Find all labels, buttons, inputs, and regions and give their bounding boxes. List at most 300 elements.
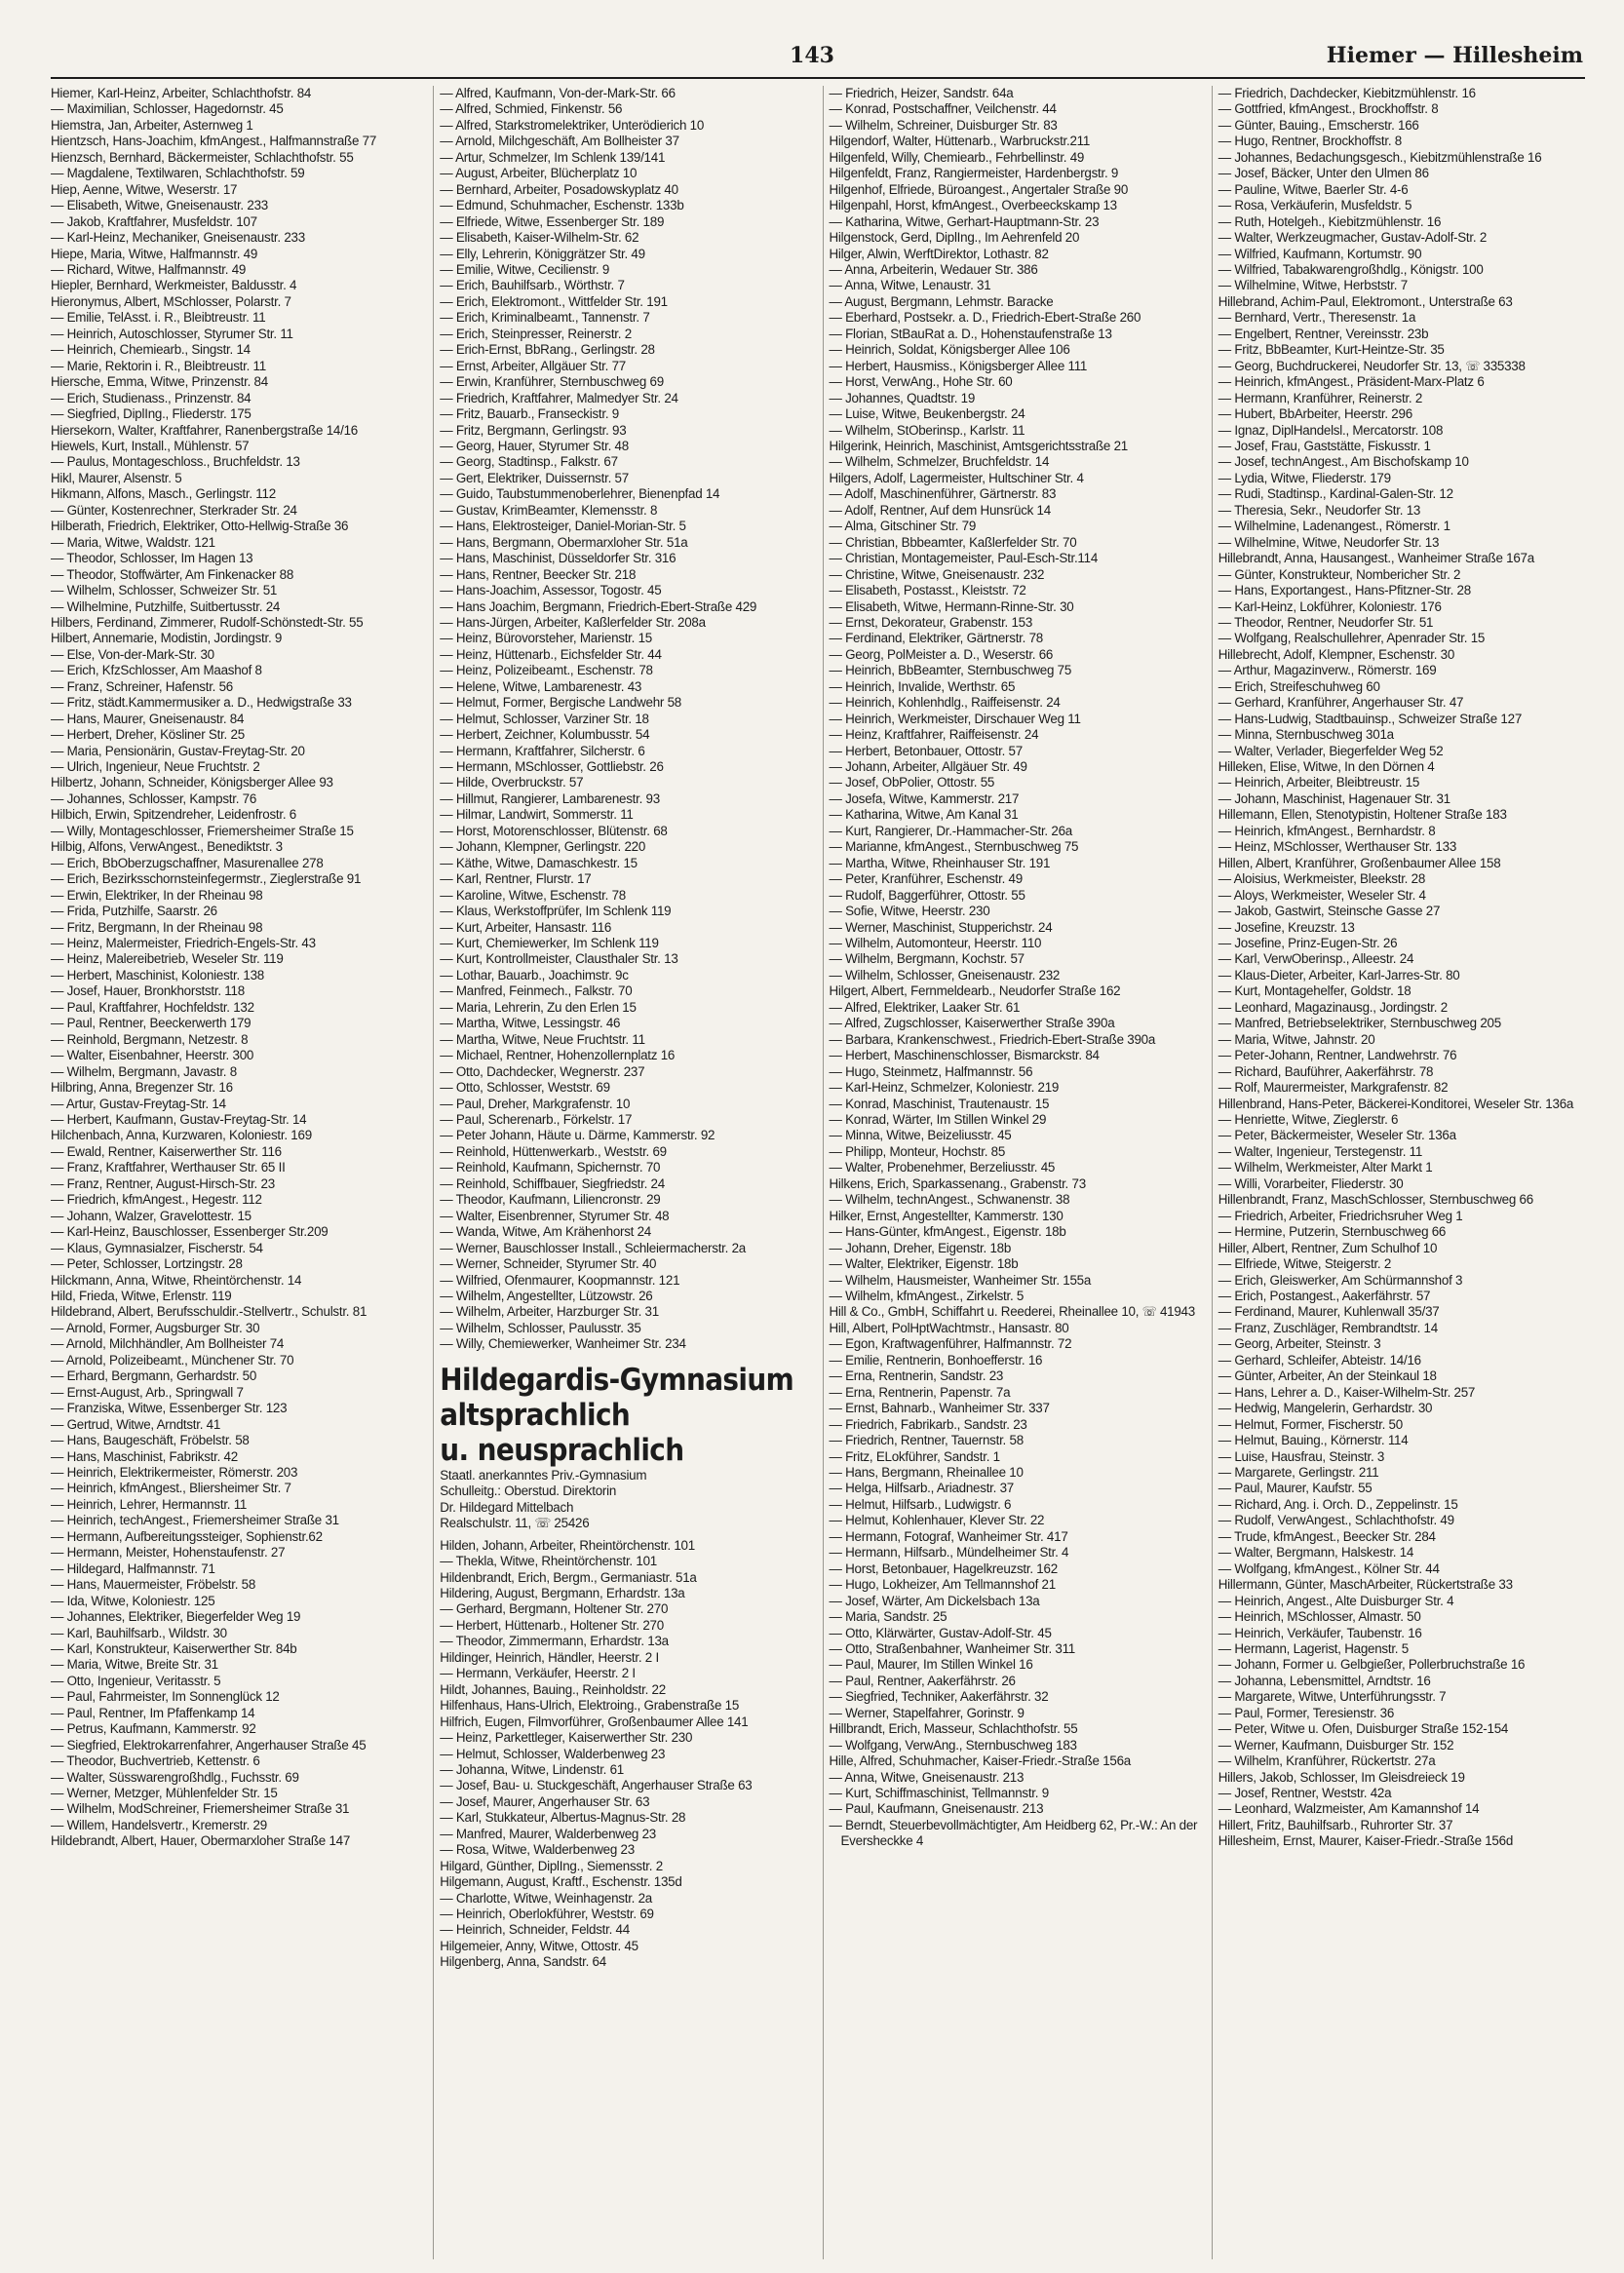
directory-entry: — Walter, Eisenbrenner, Styrumer Str. 48 (440, 1208, 670, 1223)
directory-entry: — Heinrich, Werkmeister, Dirschauer Weg 11 (829, 711, 1081, 726)
directory-entry: Hilkens, Erich, Sparkassenang., Grabenstr. 73 (829, 1175, 1086, 1191)
directory-entry: Hilgenpahl, Horst, kfmAngest., Overbeeckskamp 13 (829, 198, 1117, 213)
directory-entry: — Wilhelm, Bergmann, Javastr. 8 (51, 1063, 237, 1079)
directory-entry: — Theodor, Zimmermann, Erhardstr. 13a (440, 1634, 669, 1649)
directory-entry: — Erwin, Kranführer, Sternbuschweg 69 (440, 374, 664, 390)
directory-entry: — Friedrich, Kraftfahrer, Malmedyer Str. 24 (440, 390, 678, 405)
directory-entry: Hikl, Maurer, Alsenstr. 5 (51, 470, 182, 485)
directory-entry: Hillesheim, Ernst, Maurer, Kaiser-Friedr.-Straße 156d (1218, 1833, 1514, 1849)
directory-entry: — Friedrich, Arbeiter, Friedrichsruher Weg 1 (1218, 1208, 1463, 1223)
directory-entry: — Henriette, Witwe, Zieglerstr. 6 (1218, 1112, 1399, 1127)
directory-entry: — Arnold, Milchhändler, Am Bollheister 74 (51, 1336, 285, 1352)
directory-entry: — Heinz, Bürovorsteher, Marienstr. 15 (440, 631, 652, 646)
directory-entry: — Günter, Kostenrechner, Sterkrader Str. 24 (51, 502, 297, 518)
directory-entry: — Fritz, ELokführer, Sandstr. 1 (829, 1448, 1000, 1464)
directory-entry: — Paul, Maurer, Kaufstr. 55 (1218, 1481, 1373, 1496)
directory-entry: — Walter, Eisenbahner, Heerstr. 300 (51, 1048, 254, 1063)
page-number: 143 (790, 43, 834, 68)
directory-entry: — Elfriede, Witwe, Essenberger Str. 189 (440, 213, 665, 229)
directory-entry: — Konrad, Maschinist, Trautenaustr. 15 (829, 1096, 1050, 1111)
directory-entry: — Herbert, Maschinenschlosser, Bismarckstr. 84 (829, 1048, 1100, 1063)
directory-entry: — Siegfried, Elektrokarrenfahrer, Angerhauser Straße 45 (51, 1737, 367, 1753)
running-head: Hiemer — Hillesheim (1326, 43, 1583, 68)
directory-entry: Hillen, Albert, Kranführer, Großenbaumer Allee 158 (1218, 855, 1501, 870)
directory-entry: — Georg, Stadtinsp., Falkstr. 67 (440, 454, 618, 470)
directory-entry: — Wilhelmine, Witwe, Neudorfer Str. 13 (1218, 534, 1440, 550)
directory-entry: — Paul, Maurer, Im Stillen Winkel 16 (829, 1657, 1033, 1673)
directory-entry: — Leonhard, Magazinausg., Jordingstr. 2 (1218, 999, 1448, 1015)
directory-entry: — Hermine, Putzerin, Sternbuschweg 66 (1218, 1224, 1447, 1240)
directory-entry: — Florian, StBauRat a. D., Hohenstaufenstraße 13 (829, 326, 1112, 341)
directory-entry: Hillenbrandt, Franz, MaschSchlosser, Sternbuschweg 66 (1218, 1192, 1533, 1208)
directory-entry: — Erich, Streifeschuhweg 60 (1218, 678, 1380, 694)
directory-entry: — Hubert, BbArbeiter, Heerstr. 296 (1218, 406, 1412, 422)
directory-entry: — Martha, Witwe, Lessingstr. 46 (440, 1016, 621, 1031)
directory-entry: — Ignaz, DiplHandelsl., Mercatorstr. 108 (1218, 422, 1444, 438)
directory-entry: — Kurt, Kontrollmeister, Clausthaler Str. 13 (440, 951, 678, 967)
directory-entry: — Josef, Hauer, Bronkhorststr. 118 (51, 983, 245, 999)
directory-entry: — Wilhelm, Automonteur, Heerstr. 110 (829, 936, 1042, 951)
directory-entry: — Jakob, Kraftfahrer, Musfeldstr. 107 (51, 213, 257, 229)
directory-entry: — Werner, Metzger, Mühlenfelder Str. 15 (51, 1786, 278, 1801)
directory-entry: — Helmut, Hilfsarb., Ludwigstr. 6 (829, 1496, 1012, 1512)
directory-entry: — Johannes, Quadtstr. 19 (829, 390, 976, 405)
directory-entry: — Heinrich, Angest., Alte Duisburger Str. 4 (1218, 1593, 1454, 1608)
directory-entry: Hienzsch, Bernhard, Bäckermeister, Schlachthofstr. 55 (51, 149, 354, 165)
directory-entry: — Lydia, Witwe, Fliederstr. 179 (1218, 470, 1391, 485)
directory-columns (51, 86, 1589, 2259)
directory-entry: — Paulus, Montageschloss., Bruchfeldstr. 13 (51, 454, 300, 470)
directory-entry: — Günter, Bauing., Emscherstr. 166 (1218, 117, 1419, 133)
directory-entry: Hilbertz, Johann, Schneider, Königsberger Allee 93 (51, 775, 333, 790)
directory-entry: Hilgard, Günther, DiplIng., Siemensstr. 2 (440, 1858, 663, 1873)
directory-entry: — Hermann, Aufbereitungssteiger, Sophienstr.62 (51, 1528, 323, 1544)
directory-entry: — Hedwig, Mangelerin, Gerhardstr. 30 (1218, 1401, 1433, 1416)
directory-entry: — Barbara, Krankenschwest., Friedrich-Ebert-Straße 390a (829, 1031, 1156, 1047)
directory-entry: — Helmut, Schlosser, Varziner Str. 18 (440, 711, 649, 726)
directory-entry: Hiersekorn, Walter, Kraftfahrer, Ranenbergstraße 14/16 (51, 422, 358, 438)
directory-entry: — Peter, Witwe u. Ofen, Duisburger Straße 152-154 (1218, 1721, 1509, 1737)
directory-entry: — Karl-Heinz, Bauschlosser, Essenberger Str.209 (51, 1224, 329, 1240)
directory-entry: — Heinz, Polizeibeamt., Eschenstr. 78 (440, 663, 653, 678)
directory-entry: — Helmut, Former, Bergische Landwehr 58 (440, 695, 682, 711)
directory-entry: — Hans, Bergmann, Obermarxloher Str. 51a (440, 534, 688, 550)
directory-entry: Hiersche, Emma, Witwe, Prinzenstr. 84 (51, 374, 268, 390)
directory-entry: — Wilhelmine, Ladenangest., Römerstr. 1 (1218, 519, 1450, 534)
directory-entry: Hiemstra, Jan, Arbeiter, Asternweg 1 (51, 117, 253, 133)
directory-entry: — Friedrich, Heizer, Sandstr. 64a (829, 86, 1014, 100)
directory-entry: — Richard, Ang. i. Orch. D., Zeppelinstr. 15 (1218, 1496, 1458, 1512)
directory-entry: Hilger, Alwin, WerftDirektor, Lothastr. 82 (829, 246, 1049, 261)
directory-entry: — Herbert, Dreher, Kösliner Str. 25 (51, 727, 245, 743)
directory-entry: Hilgert, Albert, Fernmeldearb., Neudorfer Straße 162 (829, 983, 1121, 999)
directory-entry: — Heinrich, Soldat, Königsberger Allee 106 (829, 342, 1070, 358)
directory-entry: Hilfenhaus, Hans-Ulrich, Elektroing., Grabenstraße 15 (440, 1698, 740, 1714)
directory-entry: — Heinz, Parkettleger, Kaiserwerther Str. 230 (440, 1730, 693, 1746)
directory-entry: — Gottfried, kfmAngest., Brockhoffstr. 8 (1218, 101, 1439, 117)
directory-entry: Hilchenbach, Anna, Kurzwaren, Koloniestr. 169 (51, 1128, 312, 1143)
directory-entry: — Hugo, Steinmetz, Halfmannstr. 56 (829, 1063, 1033, 1079)
advert-body-line-1: Staatl. anerkanntes Priv.-Gymnasium (440, 1467, 647, 1483)
directory-entry: — Luise, Witwe, Beukenbergstr. 24 (829, 406, 1025, 422)
directory-entry: — Hans, Elektrosteiger, Daniel-Morian-Str. 5 (440, 519, 686, 534)
directory-entry: — Reinhold, Hüttenwerkarb., Weststr. 69 (440, 1143, 667, 1159)
directory-entry: — Hermann, Kranführer, Reinerstr. 2 (1218, 390, 1423, 405)
directory-entry: — Hermann, Kraftfahrer, Silcherstr. 6 (440, 743, 645, 758)
directory-entry: Hiller, Albert, Rentner, Zum Schulhof 10 (1218, 1240, 1438, 1255)
directory-entry: — Herbert, Betonbauer, Ottostr. 57 (829, 743, 1023, 758)
directory-entry: — Aloisius, Werkmeister, Bleekstr. 28 (1218, 871, 1426, 887)
directory-entry: — Wilhelm, Schreiner, Duisburger Str. 83 (829, 117, 1058, 133)
directory-entry: — Gerhard, Bergmann, Holtener Str. 270 (440, 1601, 669, 1617)
directory-entry: — Johann, Former u. Gelbgießer, Pollerbruchstraße 16 (1218, 1657, 1526, 1673)
directory-entry: — Sofie, Witwe, Heerstr. 230 (829, 904, 990, 919)
directory-entry: Hilgemeier, Anny, Witwe, Ottostr. 45 (440, 1938, 638, 1953)
directory-entry: — Hugo, Lokheizer, Am Tellmannshof 21 (829, 1577, 1056, 1593)
directory-entry: — Heinrich, Oberlokführer, Weststr. 69 (440, 1907, 654, 1922)
directory-entry: — Maria, Witwe, Breite Str. 31 (51, 1657, 218, 1673)
directory-entry: — Hans-Günter, kfmAngest., Eigenstr. 18b (829, 1224, 1066, 1240)
directory-entry: Hillbrandt, Erich, Masseur, Schlachthofstr. 55 (829, 1721, 1078, 1737)
directory-entry: — Klaus, Gymnasialzer, Fischerstr. 54 (51, 1240, 263, 1255)
directory-entry: — Konrad, Wärter, Im Stillen Winkel 29 (829, 1112, 1047, 1127)
directory-entry: — Theodor, Schlosser, Im Hagen 13 (51, 551, 253, 566)
directory-entry: — Johann, Walzer, Gravelottestr. 15 (51, 1208, 251, 1223)
directory-entry: — Wilhelmine, Witwe, Herbststr. 7 (1218, 278, 1408, 293)
directory-entry: — Arnold, Former, Augsburger Str. 30 (51, 1320, 260, 1335)
directory-entry: Hiepe, Maria, Witwe, Halfmannstr. 49 (51, 246, 258, 261)
directory-entry: — Josef, Frau, Gaststätte, Fiskusstr. 1 (1218, 438, 1431, 453)
directory-entry: — Heinrich, Elektrikermeister, Römerstr. 203 (51, 1464, 298, 1480)
directory-entry: — Günter, Arbeiter, An der Steinkaul 18 (1218, 1368, 1437, 1384)
directory-entry: — Franz, Zuschläger, Rembrandtstr. 14 (1218, 1320, 1438, 1335)
directory-entry: Hilgenhof, Elfriede, Büroangest., Angertaler Straße 90 (829, 181, 1129, 197)
directory-entry: — Theodor, Rentner, Neudorfer Str. 51 (1218, 614, 1434, 630)
directory-entry: — Josefine, Prinz-Eugen-Str. 26 (1218, 936, 1398, 951)
directory-entry: — Horst, Betonbauer, Hagelkreuzstr. 162 (829, 1560, 1058, 1576)
directory-entry: — Horst, VerwAng., Hohe Str. 60 (829, 374, 1013, 390)
directory-entry: — Berndt, Steuerbevollmächtigter, Am Heidberg 62, Pr.-W.: An der Eversheckke 4 (829, 1817, 1198, 1849)
directory-entry: — Wolfgang, kfmAngest., Kölner Str. 44 (1218, 1560, 1440, 1576)
directory-entry: — Marie, Rektorin i. R., Bleibtreustr. 11 (51, 358, 266, 373)
directory-entry: — Thekla, Witwe, Rheintörchenstr. 101 (440, 1554, 657, 1569)
directory-entry: — Hans, Rentner, Beecker Str. 218 (440, 566, 637, 582)
directory-entry: — Gustav, KrimBeamter, Klemensstr. 8 (440, 502, 658, 518)
directory-entry: — Klaus, Werkstoffprüfer, Im Schlenk 119 (440, 904, 672, 919)
directory-entry: — Herbert, Maschinist, Koloniestr. 138 (51, 967, 264, 982)
directory-entry: — Josef, Maurer, Angerhauser Str. 63 (440, 1793, 650, 1809)
advert-title-line-3: u. neusprachlich (440, 1432, 684, 1468)
directory-entry: — Karl, Stukkateur, Albertus-Magnus-Str. 28 (440, 1810, 686, 1826)
directory-entry: — Erich, KfzSchlosser, Am Maashof 8 (51, 663, 262, 678)
directory-entry: — Friedrich, Rentner, Tauernstr. 58 (829, 1433, 1024, 1448)
directory-entry: — Emilie, TelAsst. i. R., Bleibtreustr. 11 (51, 310, 266, 326)
directory-entry: — Michael, Rentner, Hohenzollernplatz 16 (440, 1048, 676, 1063)
directory-entry: — Bernhard, Arbeiter, Posadowskyplatz 40 (440, 181, 678, 197)
directory-entry: — Erich, Bauhilfsarb., Wörthstr. 7 (440, 278, 625, 293)
directory-entry: Hiepler, Bernhard, Werkmeister, Baldusstr. 4 (51, 278, 297, 293)
directory-entry: Hildenbrandt, Erich, Bergm., Germaniastr. 51a (440, 1569, 697, 1585)
directory-entry: — Arnold, Polizeibeamt., Münchener Str. 70 (51, 1352, 294, 1368)
directory-entry: — Helmut, Schlosser, Walderbenweg 23 (440, 1746, 666, 1761)
directory-entry: — Luise, Hausfrau, Steinstr. 3 (1218, 1448, 1385, 1464)
directory-entry: — Paul, Dreher, Markgrafenstr. 10 (440, 1096, 631, 1111)
directory-entry: — Wilhelmine, Putzhilfe, Suitbertusstr. 24 (51, 598, 281, 614)
directory-entry: — Wilhelm, Schlosser, Paulusstr. 35 (440, 1320, 641, 1335)
directory-entry: — Friedrich, kfmAngest., Hegestr. 112 (51, 1192, 262, 1208)
directory-entry: — Karoline, Witwe, Eschenstr. 78 (440, 887, 626, 903)
directory-entry: — Helmut, Bauing., Körnerstr. 114 (1218, 1433, 1409, 1448)
directory-entry: Hillemann, Ellen, Stenotypistin, Holtener Straße 183 (1218, 807, 1507, 823)
directory-entry: — Willy, Chemiewerker, Wanheimer Str. 234 (440, 1336, 686, 1352)
directory-entry: — Hans-Joachim, Assessor, Togostr. 45 (440, 583, 662, 598)
directory-entry: Hildebrand, Albert, Berufsschuldir.-Stellvertr., Schulstr. 81 (51, 1304, 367, 1320)
directory-entry: — Hildegard, Halfmannstr. 71 (51, 1560, 215, 1576)
directory-entry: — Josefine, Kreuzstr. 13 (1218, 919, 1355, 935)
directory-entry: — Peter Johann, Häute u. Därme, Kammerstr. 92 (440, 1128, 715, 1143)
directory-entry: — Wolfgang, VerwAng., Sternbuschweg 183 (829, 1737, 1077, 1753)
directory-entry: — Hermann, Fotograf, Wanheimer Str. 417 (829, 1528, 1068, 1544)
directory-entry: — Artur, Gustav-Freytag-Str. 14 (51, 1096, 226, 1111)
directory-entry: Hilgerink, Heinrich, Maschinist, Amtsgerichtsstraße 21 (829, 438, 1128, 453)
directory-entry: — Kurt, Schiffmaschinist, Tellmannstr. 9 (829, 1786, 1049, 1801)
directory-entry: Hill & Co., GmbH, Schiffahrt u. Reederei, Rheinallee 10, ☏ 41943 (829, 1304, 1195, 1320)
directory-entry: — Johannes, Elektriker, Biegerfelder Weg 19 (51, 1609, 301, 1625)
directory-entry: — Erich, Gleiswerker, Am Schürmannshof 3 (1218, 1272, 1463, 1288)
directory-entry: — Peter, Schlosser, Lortzingstr. 28 (51, 1256, 243, 1272)
directory-entry: — Ernst-August, Arb., Springwall 7 (51, 1384, 244, 1400)
directory-entry: — Karl-Heinz, Lokführer, Koloniestr. 176 (1218, 598, 1442, 614)
directory-entry: — Konrad, Postschaffner, Veilchenstr. 44 (829, 101, 1057, 117)
directory-entry: — Heinrich, BbBeamter, Sternbuschweg 75 (829, 663, 1072, 678)
directory-entry: — Wilhelm, Schlosser, Schweizer Str. 51 (51, 583, 278, 598)
directory-entry: — Fritz, BbBeamter, Kurt-Heintze-Str. 35 (1218, 342, 1445, 358)
directory-entry: — Georg, Hauer, Styrumer Str. 48 (440, 438, 629, 453)
directory-entry: — Josef, Wärter, Am Dickelsbach 13a (829, 1593, 1040, 1608)
column-2-entries-top (440, 86, 810, 1353)
directory-entry: — Elly, Lehrerin, Königgrätzer Str. 49 (440, 246, 645, 261)
directory-entry: — Kurt, Rangierer, Dr.-Hammacher-Str. 26a (829, 823, 1072, 838)
directory-entry: Hildt, Johannes, Bauing., Reinholdstr. 22 (440, 1681, 666, 1697)
directory-entry: — Charlotte, Witwe, Weinhagenstr. 2a (440, 1890, 653, 1906)
directory-entry: — Jakob, Gastwirt, Steinsche Gasse 27 (1218, 904, 1441, 919)
directory-entry: — Heinrich, Schneider, Feldstr. 44 (440, 1922, 630, 1938)
directory-entry: — Theresia, Sekr., Neudorfer Str. 13 (1218, 502, 1421, 518)
directory-entry: Hilbig, Alfons, VerwAngest., Benediktstr. 3 (51, 839, 283, 855)
directory-entry: — Adolf, Rentner, Auf dem Hunsrück 14 (829, 502, 1051, 518)
directory-entry: — Katharina, Witwe, Am Kanal 31 (829, 807, 1019, 823)
directory-entry: — Arthur, Magazinverw., Römerstr. 169 (1218, 663, 1437, 678)
directory-entry: — Herbert, Kaufmann, Gustav-Freytag-Str. 14 (51, 1112, 307, 1127)
directory-entry: Hilgemann, August, Kraftf., Eschenstr. 135d (440, 1874, 682, 1890)
directory-entry: Hillenbrand, Hans-Peter, Bäckerei-Konditorei, Weseler Str. 136a (1218, 1096, 1574, 1111)
directory-entry: — Hans, Bergmann, Rheinallee 10 (829, 1464, 1024, 1480)
directory-entry: Hilgenfeld, Willy, Chemiearb., Fehrbellinstr. 49 (829, 149, 1085, 165)
directory-entry: — Hans, Exportangest., Hans-Pfitzner-Str. 28 (1218, 583, 1471, 598)
directory-entry: — Anna, Witwe, Lenaustr. 31 (829, 278, 991, 293)
directory-entry: — Erich, Elektromont., Wittfelder Str. 191 (440, 293, 668, 309)
directory-entry: — Heinz, MSchlosser, Werthauser Str. 133 (1218, 839, 1457, 855)
directory-entry: — Edmund, Schuhmacher, Eschenstr. 133b (440, 198, 684, 213)
directory-entry: — Alma, Gitschiner Str. 79 (829, 519, 977, 534)
directory-entry: Hillebrandt, Anna, Hausangest., Wanheimer Straße 167a (1218, 551, 1534, 566)
directory-entry: — Hermann, Lagerist, Hagenstr. 5 (1218, 1640, 1409, 1656)
directory-entry: — Wilhelm, Kranführer, Rückertstr. 27a (1218, 1753, 1436, 1769)
directory-entry: — Hermann, Verkäufer, Heerstr. 2 I (440, 1666, 636, 1681)
directory-entry: — Aloys, Werkmeister, Weseler Str. 4 (1218, 887, 1426, 903)
directory-entry: — Christine, Witwe, Gneisenaustr. 232 (829, 566, 1045, 582)
directory-entry: — Karl, Rentner, Flurstr. 17 (440, 871, 592, 887)
directory-entry: — Werner, Schneider, Styrumer Str. 40 (440, 1256, 657, 1272)
directory-entry: — Georg, Arbeiter, Steinstr. 3 (1218, 1336, 1381, 1352)
directory-entry: Hilfrich, Eugen, Filmvorführer, Großenbaumer Allee 141 (440, 1714, 749, 1729)
directory-entry: — Wilhelm, StOberinsp., Karlstr. 11 (829, 422, 1025, 438)
directory-entry: — Minna, Witwe, Beizeliusstr. 45 (829, 1128, 1012, 1143)
directory-entry: Hildering, August, Bergmann, Erhardstr. 13a (440, 1585, 685, 1600)
column-2 (433, 86, 810, 2259)
directory-entry: — Ernst, Dekorateur, Grabenstr. 153 (829, 614, 1033, 630)
directory-entry: — Siegfried, Techniker, Aakerfährstr. 32 (829, 1689, 1049, 1705)
advert-title-line-1: Hildegardis-Gymnasium (440, 1362, 794, 1398)
directory-entry: — Helmut, Kohlenhauer, Klever Str. 22 (829, 1513, 1045, 1528)
directory-entry: — Adolf, Maschinenführer, Gärtnerstr. 83 (829, 486, 1057, 502)
directory-entry: — Ida, Witwe, Koloniestr. 125 (51, 1593, 215, 1608)
directory-entry: — Käthe, Witwe, Damaschkestr. 15 (440, 855, 638, 870)
directory-entry: — Engelbert, Rentner, Vereinsstr. 23b (1218, 326, 1429, 341)
directory-entry: — August, Bergmann, Lehmstr. Baracke (829, 293, 1054, 309)
directory-entry: — Heinz, Hüttenarb., Eichsfelder Str. 44 (440, 646, 662, 662)
directory-entry: Hillert, Fritz, Bauhilfsarb., Ruhrorter Str. 37 (1218, 1817, 1453, 1832)
directory-entry: — Hans, Maschinist, Düsseldorfer Str. 316 (440, 551, 677, 566)
directory-entry: — Johann, Maschinist, Hagenauer Str. 31 (1218, 790, 1450, 806)
directory-entry: — Paul, Scherenarb., Förkelstr. 17 (440, 1112, 633, 1127)
directory-entry: — Friedrich, Fabrikarb., Sandstr. 23 (829, 1416, 1027, 1432)
directory-entry: — Rudolf, Baggerführer, Ottostr. 55 (829, 887, 1025, 903)
directory-entry: — Paul, Rentner, Im Pfaffenkamp 14 (51, 1705, 255, 1720)
directory-entry: Hilberath, Friedrich, Elektriker, Otto-Hellwig-Straße 36 (51, 519, 349, 534)
directory-entry: — Wolfgang, Realschullehrer, Apenrader Str. 15 (1218, 631, 1486, 646)
directory-entry: — Walter, Süsswarengroßhdlg., Fuchsstr. 69 (51, 1769, 299, 1785)
directory-entry: — Wilhelm, Angestellter, Lützowstr. 26 (440, 1288, 653, 1303)
directory-entry: — Hilde, Overbruckstr. 57 (440, 775, 584, 790)
directory-entry: — Erhard, Bergmann, Gerhardstr. 50 (51, 1368, 257, 1384)
directory-entry: — Artur, Schmelzer, Im Schlenk 139/141 (440, 149, 666, 165)
directory-entry: — Wilhelm, Werkmeister, Alter Markt 1 (1218, 1160, 1433, 1175)
directory-entry: — Peter-Johann, Rentner, Landwehrstr. 76 (1218, 1048, 1457, 1063)
directory-entry: — Ferdinand, Elektriker, Gärtnerstr. 78 (829, 631, 1043, 646)
directory-entry: — Wilhelm, Hausmeister, Wanheimer Str. 155a (829, 1272, 1092, 1288)
directory-entry: — Erich-Ernst, BbRang., Gerlingstr. 28 (440, 342, 655, 358)
directory-entry: — Erich, Postangest., Aakerfährstr. 57 (1218, 1288, 1431, 1303)
directory-entry: — Rolf, Maurermeister, Markgrafenstr. 82 (1218, 1080, 1449, 1096)
directory-entry: — Johann, Klempner, Gerlingstr. 220 (440, 839, 646, 855)
directory-entry: — Kurt, Arbeiter, Hansastr. 116 (440, 919, 612, 935)
directory-entry: — Maximilian, Schlosser, Hagedornstr. 45 (51, 101, 284, 117)
directory-entry: — Margarete, Gerlingstr. 211 (1218, 1464, 1379, 1480)
directory-entry: Hille, Alfred, Schuhmacher, Kaiser-Friedr.-Straße 156a (829, 1753, 1132, 1769)
directory-entry: — Karl-Heinz, Schmelzer, Koloniestr. 219 (829, 1080, 1060, 1096)
directory-entry: — Ernst, Bahnarb., Wanheimer Str. 337 (829, 1401, 1050, 1416)
directory-entry: — Fritz, Bergmann, Gerlingstr. 93 (440, 422, 627, 438)
directory-entry: — Hans, Maschinist, Fabrikstr. 42 (51, 1448, 238, 1464)
directory-entry: — Rudi, Stadtinsp., Kardinal-Galen-Str. 12 (1218, 486, 1453, 502)
directory-entry: — Alfred, Starkstromelektriker, Unterödierich 10 (440, 117, 705, 133)
directory-entry: — Werner, Maschinist, Stupperichstr. 24 (829, 919, 1053, 935)
column-4 (1212, 86, 1589, 2259)
directory-entry: Hilbich, Erwin, Spitzendreher, Leidenfrostr. 6 (51, 807, 296, 823)
directory-entry: — Rosa, Witwe, Walderbenweg 23 (440, 1842, 635, 1858)
directory-entry: — Wilhelm, Schmelzer, Bruchfeldstr. 14 (829, 454, 1050, 470)
directory-entry: — Josef, technAngest., Am Bischofskamp 10 (1218, 454, 1469, 470)
directory-entry: — Minna, Sternbuschweg 301a (1218, 727, 1394, 743)
directory-entry: — Otto, Straßenbahner, Wanheimer Str. 311 (829, 1640, 1075, 1656)
directory-entry: — Martha, Witwe, Rheinhauser Str. 191 (829, 855, 1051, 870)
directory-entry: — Heinrich, kfmAngest., Bliersheimer Str. 7 (51, 1481, 291, 1496)
directory-entry: — Gerhard, Kranführer, Angerhauser Str. 47 (1218, 695, 1464, 711)
directory-entry: — Johann, Arbeiter, Allgäuer Str. 49 (829, 759, 1027, 775)
directory-entry: — Magdalene, Textilwaren, Schlachthofstr. 59 (51, 166, 305, 181)
directory-entry: Hild, Frieda, Witwe, Erlenstr. 119 (51, 1288, 232, 1303)
directory-entry: — Margarete, Witwe, Unterführungsstr. 7 (1218, 1689, 1447, 1705)
directory-entry: — Franz, Schreiner, Hafenstr. 56 (51, 678, 233, 694)
directory-entry: Hilbert, Annemarie, Modistin, Jordingstr. 9 (51, 631, 283, 646)
directory-entry: — Trude, kfmAngest., Beecker Str. 284 (1218, 1528, 1436, 1544)
directory-entry: — Johanna, Lebensmittel, Arndtstr. 16 (1218, 1673, 1431, 1688)
directory-entry: — Reinhold, Kaufmann, Spichernstr. 70 (440, 1160, 661, 1175)
directory-entry: — Hermann, Hilfsarb., Mündelheimer Str. 4 (829, 1545, 1069, 1560)
directory-entry: — Hans, Baugeschäft, Fröbelstr. 58 (51, 1433, 250, 1448)
directory-entry: Hiep, Aenne, Witwe, Weserstr. 17 (51, 181, 238, 197)
directory-entry: — Karl, Konstrukteur, Kaiserwerther Str. 84b (51, 1640, 297, 1656)
directory-entry: — Fritz, Bergmann, In der Rheinau 98 (51, 919, 263, 935)
directory-entry: — Guido, Taubstummenoberlehrer, Bienenpfad 14 (440, 486, 720, 502)
directory-entry: — Walter, Verlader, Biegerfelder Weg 52 (1218, 743, 1444, 758)
directory-entry: — Richard, Bauführer, Aakerfährstr. 78 (1218, 1063, 1434, 1079)
directory-entry: — Heinz, Malermeister, Friedrich-Engels-Str. 43 (51, 936, 316, 951)
directory-entry: — Else, Von-der-Mark-Str. 30 (51, 646, 214, 662)
directory-entry: — Heinrich, Verkäufer, Taubenstr. 16 (1218, 1625, 1422, 1640)
directory-entry: — Werner, Kaufmann, Duisburger Str. 152 (1218, 1737, 1454, 1753)
directory-entry: — Heinrich, Lehrer, Hermannstr. 11 (51, 1496, 248, 1512)
directory-entry: Hilckmann, Anna, Witwe, Rheintörchenstr. 14 (51, 1272, 302, 1288)
directory-entry: — Hugo, Rentner, Brockhoffstr. 8 (1218, 134, 1402, 149)
directory-entry: — Horst, Motorenschlosser, Blütenstr. 68 (440, 823, 668, 838)
directory-entry: — Franz, Kraftfahrer, Werthauser Str. 65 II (51, 1160, 286, 1175)
directory-entry: — Willi, Vorarbeiter, Fliederstr. 30 (1218, 1175, 1404, 1191)
directory-entry: — Anna, Witwe, Gneisenaustr. 213 (829, 1769, 1025, 1785)
directory-entry: — Walter, Ingenieur, Terstegenstr. 11 (1218, 1143, 1423, 1159)
directory-entry: — Frida, Putzhilfe, Saarstr. 26 (51, 904, 217, 919)
directory-entry: — Wilhelm, kfmAngest., Zirkelstr. 5 (829, 1288, 1025, 1303)
directory-entry: — Hans, Lehrer a. D., Kaiser-Wilhelm-Str. 257 (1218, 1384, 1476, 1400)
directory-entry: — Manfred, Feinmech., Falkstr. 70 (440, 983, 633, 999)
directory-entry: — Heinrich, techAngest., Friemersheimer Straße 31 (51, 1513, 339, 1528)
directory-entry: — Gertrud, Witwe, Arndtstr. 41 (51, 1416, 221, 1432)
directory-entry: — Arnold, Milchgeschäft, Am Bollheister 37 (440, 134, 679, 149)
directory-entry: — Heinrich, MSchlosser, Almastr. 50 (1218, 1609, 1421, 1625)
directory-entry: — Heinrich, Autoschlosser, Styrumer Str. 11 (51, 326, 293, 341)
directory-entry: — Paul, Former, Teresienstr. 36 (1218, 1705, 1395, 1720)
directory-entry: — Elisabeth, Witwe, Gneisenaustr. 233 (51, 198, 268, 213)
advert-title-line-2: altsprachlich (440, 1397, 631, 1433)
directory-entry: Hilleken, Elise, Witwe, In den Dörnen 4 (1218, 759, 1435, 775)
directory-entry: — Kurt, Chemiewerker, Im Schlenk 119 (440, 936, 659, 951)
directory-entry: — Manfred, Betriebselektriker, Sternbuschweg 205 (1218, 1016, 1501, 1031)
directory-entry: — Rudolf, VerwAngest., Schlachthofstr. 49 (1218, 1513, 1454, 1528)
directory-entry: — Josef, Bau- u. Stuckgeschäft, Angerhauser Straße 63 (440, 1778, 753, 1793)
directory-entry: — Lothar, Bauarb., Joachimstr. 9c (440, 967, 629, 982)
directory-entry: — Franziska, Witwe, Essenberger Str. 123 (51, 1401, 288, 1416)
